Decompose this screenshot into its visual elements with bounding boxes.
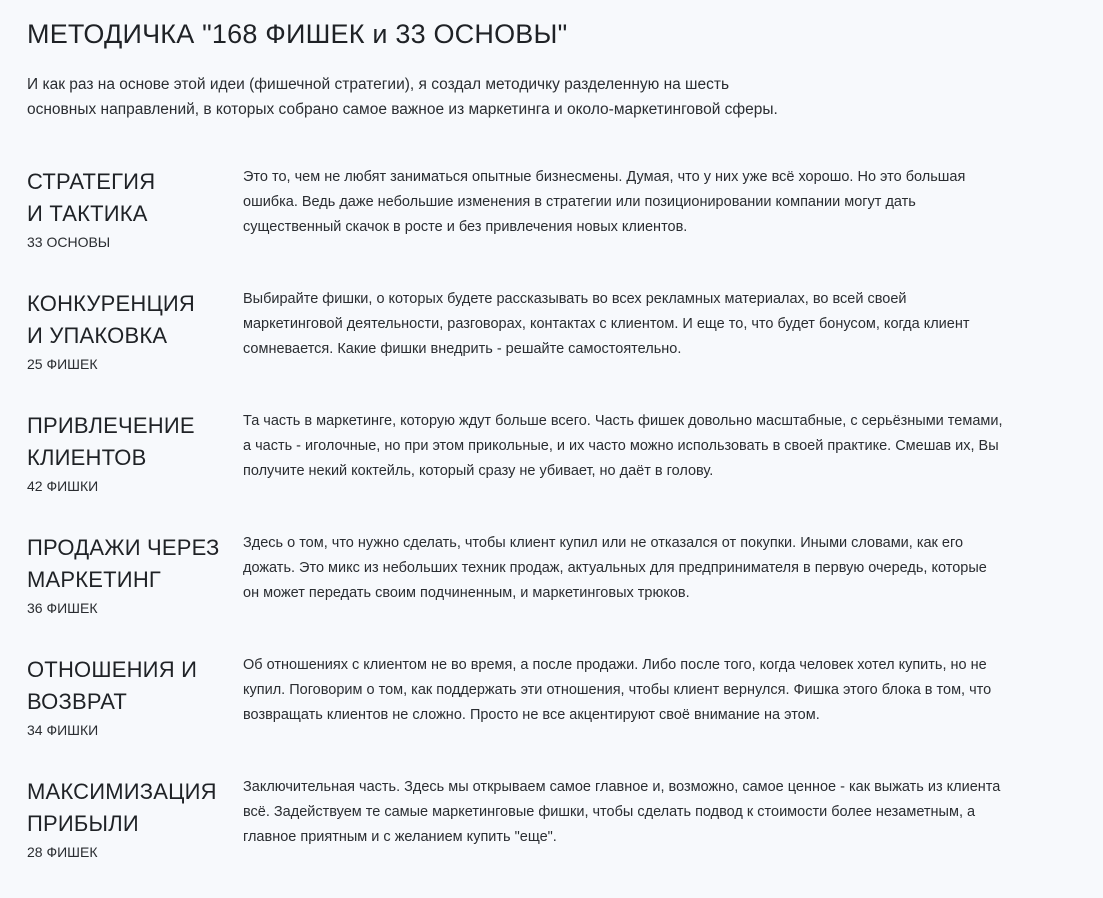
- section-description: [243, 775, 1073, 850]
- section-title-line: МАКСИМИЗАЦИЯ: [27, 779, 217, 804]
- section-heading: [27, 166, 237, 252]
- description-line: сомневается. Какие фишки внедрить - решайте самостоятельно.: [243, 341, 682, 357]
- section-strategy: [27, 166, 1103, 288]
- description-line: ошибка. Ведь даже небольшие изменения в стратегии или позиционировании компании могут дать: [243, 194, 916, 210]
- description-line: Здесь о том, что нужно сделать, чтобы клиент купил или не отказался от покупки. Иными словами, как его: [243, 535, 964, 551]
- section-title-line: ПРОДАЖИ ЧЕРЕЗ: [27, 535, 220, 560]
- description-line: Та часть в маркетинге, которую ждут больше всего. Часть фишек довольно масштабные, с серьёзными темами,: [243, 413, 1003, 429]
- section-heading: [27, 776, 237, 862]
- section-count: 25 ФИШЕК: [27, 356, 98, 372]
- section-competition: [27, 288, 1103, 410]
- section-title-line: ВОЗВРАТ: [27, 689, 128, 714]
- section-sales: [27, 532, 1103, 654]
- section-count: 33 ОСНОВЫ: [27, 234, 111, 250]
- section-heading: [27, 532, 237, 618]
- section-heading: [27, 654, 237, 740]
- section-heading: [27, 288, 237, 374]
- section-count: 34 ФИШКИ: [27, 722, 99, 738]
- description-line: получите некий коктейль, который сразу не убивает, но даёт в голову.: [243, 463, 714, 479]
- section-retention: [27, 654, 1103, 776]
- intro-paragraph: [27, 72, 907, 122]
- section-title-line: КОНКУРЕНЦИЯ: [27, 291, 196, 316]
- description-line: купил. Поговорим о том, как поддержать эти отношения, чтобы клиент вернулся. Фишка этого блока в том, что: [243, 682, 992, 698]
- intro-line: И как раз на основе этой идеи (фишечной стратегии), я создал методичку разделенную на шесть: [27, 76, 730, 93]
- intro-line: основных направлений, в которых собрано самое важное из маркетинга и около-маркетинговой сферы.: [27, 101, 778, 118]
- section-title-line: И УПАКОВКА: [27, 323, 168, 348]
- description-line: маркетинговой деятельности, разговорах, контактах с клиентом. И еще то, что будет бонусом, когда клиент: [243, 316, 970, 332]
- description-line: всё. Задействуем те самые маркетинговые фишки, чтобы сделать подвод к стоимости более незаметным, а: [243, 804, 976, 820]
- page-title: МЕТОДИЧКА "168 ФИШЕК и 33 ОСНОВЫ": [27, 19, 568, 49]
- description-line: а часть - иголочные, но при этом прикольные, и их часто можно использовать в своей практике. Смешав их, Вы: [243, 438, 999, 454]
- description-line: Об отношениях с клиентом не во время, а после продажи. Либо после того, когда человек хотел купить, но не: [243, 657, 987, 673]
- description-line: дожать. Это микс из небольших техник продаж, актуальных для предпринимателя в первую очередь, которые: [243, 560, 987, 576]
- section-count: 28 ФИШЕК: [27, 844, 98, 860]
- section-description: [243, 165, 1073, 240]
- section-title-line: ПРИВЛЕЧЕНИЕ: [27, 413, 195, 438]
- description-line: главное приятным и с желанием купить "еще".: [243, 829, 557, 845]
- description-line: Выбирайте фишки, о которых будете рассказывать во всех рекламных материалах, во всей своей: [243, 291, 907, 307]
- section-title-line: И ТАКТИКА: [27, 201, 148, 226]
- section-title-line: ПРИБЫЛИ: [27, 811, 139, 836]
- description-line: он может передать своим подчиненным, и маркетинговых трюков.: [243, 585, 690, 601]
- section-count: 36 ФИШЕК: [27, 600, 98, 616]
- description-line: Заключительная часть. Здесь мы открываем самое главное и, возможно, самое ценное - как выжать из клиента: [243, 779, 1001, 795]
- section-title-line: МАРКЕТИНГ: [27, 567, 162, 592]
- section-title-line: КЛИЕНТОВ: [27, 445, 147, 470]
- description-line: существенный скачок в росте и без привлечения новых клиентов.: [243, 219, 688, 235]
- description-line: Это то, чем не любят заниматься опытные бизнесмены. Думая, что у них уже всё хорошо. Но это большая: [243, 169, 966, 185]
- section-description: [243, 653, 1073, 728]
- sections-list: [27, 166, 1103, 898]
- section-description: [243, 409, 1073, 484]
- section-description: [243, 531, 1073, 606]
- section-description: [243, 287, 1073, 362]
- section-acquisition: [27, 410, 1103, 532]
- section-title-line: СТРАТЕГИЯ: [27, 169, 156, 194]
- section-title-line: ОТНОШЕНИЯ И: [27, 657, 198, 682]
- description-line: возвращать клиентов не сложно. Просто не все акцентируют своё внимание на этом.: [243, 707, 820, 723]
- section-heading: [27, 410, 237, 496]
- section-count: 42 ФИШКИ: [27, 478, 99, 494]
